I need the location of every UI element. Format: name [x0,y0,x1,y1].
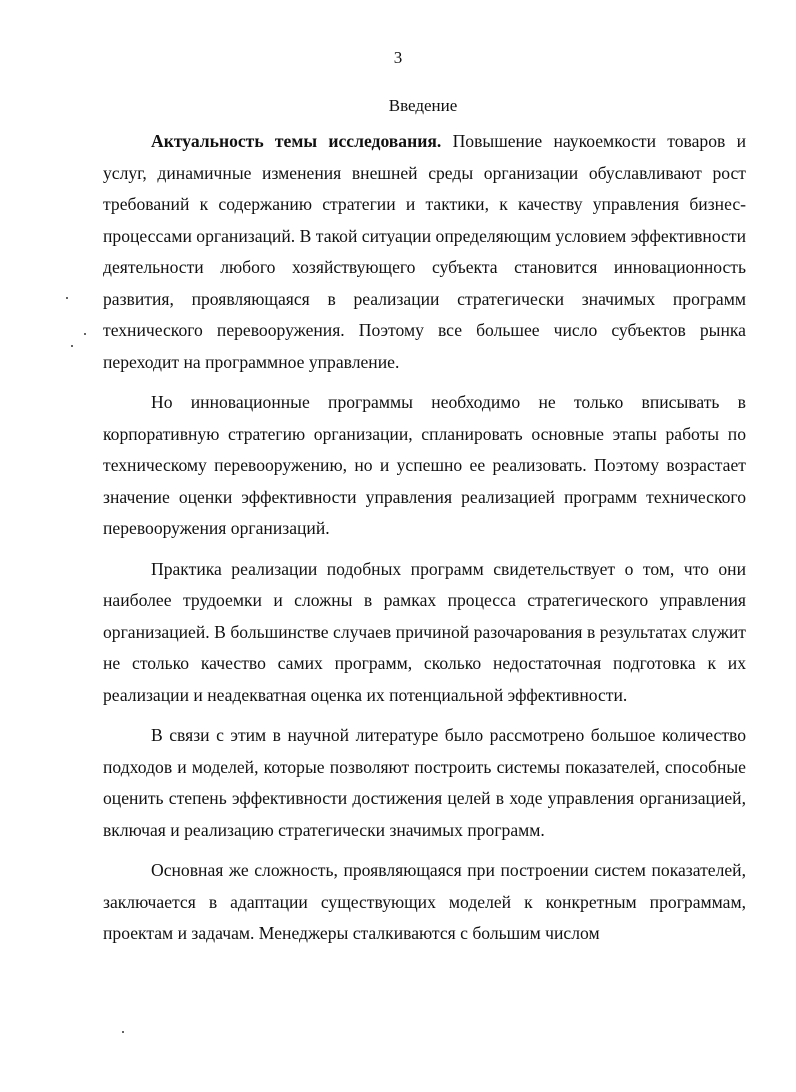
scan-speck [122,1031,124,1033]
scan-speck [71,345,73,347]
paragraph-relevance [103,126,746,378]
paragraph-text: Повышение наукоемкости товаров и услуг, динамичные изменения внешней среды организации обуславливают рост требований к содержанию стратегии и тактики, к качеству управления бизнес-процессами организаций. В такой ситуации определяющим условием эффективности деятельности любого хозяйствующего субъекта становится инновационность развития, проявляющаяся в реализации стратегически значимых программ технического перевооружения. Поэтому все большее число субъектов рынка переходит на программное управление. [103,131,746,372]
scan-speck [84,333,86,335]
paragraph-innovation-programs: Но инновационные программы необходимо не только вписывать в корпоративную стратегию организации, спланировать основные этапы работы по техническому перевооружению, но и успешно ее реализовать. Поэтому возрастает значение оценки эффективности управления реализацией программ технического перевооружения организаций. [103,392,746,538]
paragraph-literature: В связи с этим в научной литературе было рассмотрено большое количество подходов и моделей, которые позволяют построить системы показателей, способные оценить степень эффективности достижения целей в ходе управления организацией, включая и реализацию стратегически значимых программ. [103,725,746,840]
document-body [103,126,746,950]
paragraph-main-difficulty: Основная же сложность, проявляющаяся при построении систем показателей, заключается в адаптации существующих моделей к конкретным программам, проектам и задачам. Менеджеры сталкиваются с большим числом [103,860,746,943]
lead-phrase: Актуальность темы исследования. [151,131,442,151]
paragraph-practice: Практика реализации подобных программ свидетельствует о том, что они наиболее трудоемки и сложны в рамках процесса стратегического управления организацией. В большинстве случаев причиной разочарования в результатах служит не столько качество самих программ, сколько недостаточная подготовка к их реализации и неадекватная оценка их потенциальной эффективности. [103,558,746,705]
page-number: 3 [393,48,403,67]
section-heading: Введение [388,96,458,115]
scan-speck [66,297,68,299]
